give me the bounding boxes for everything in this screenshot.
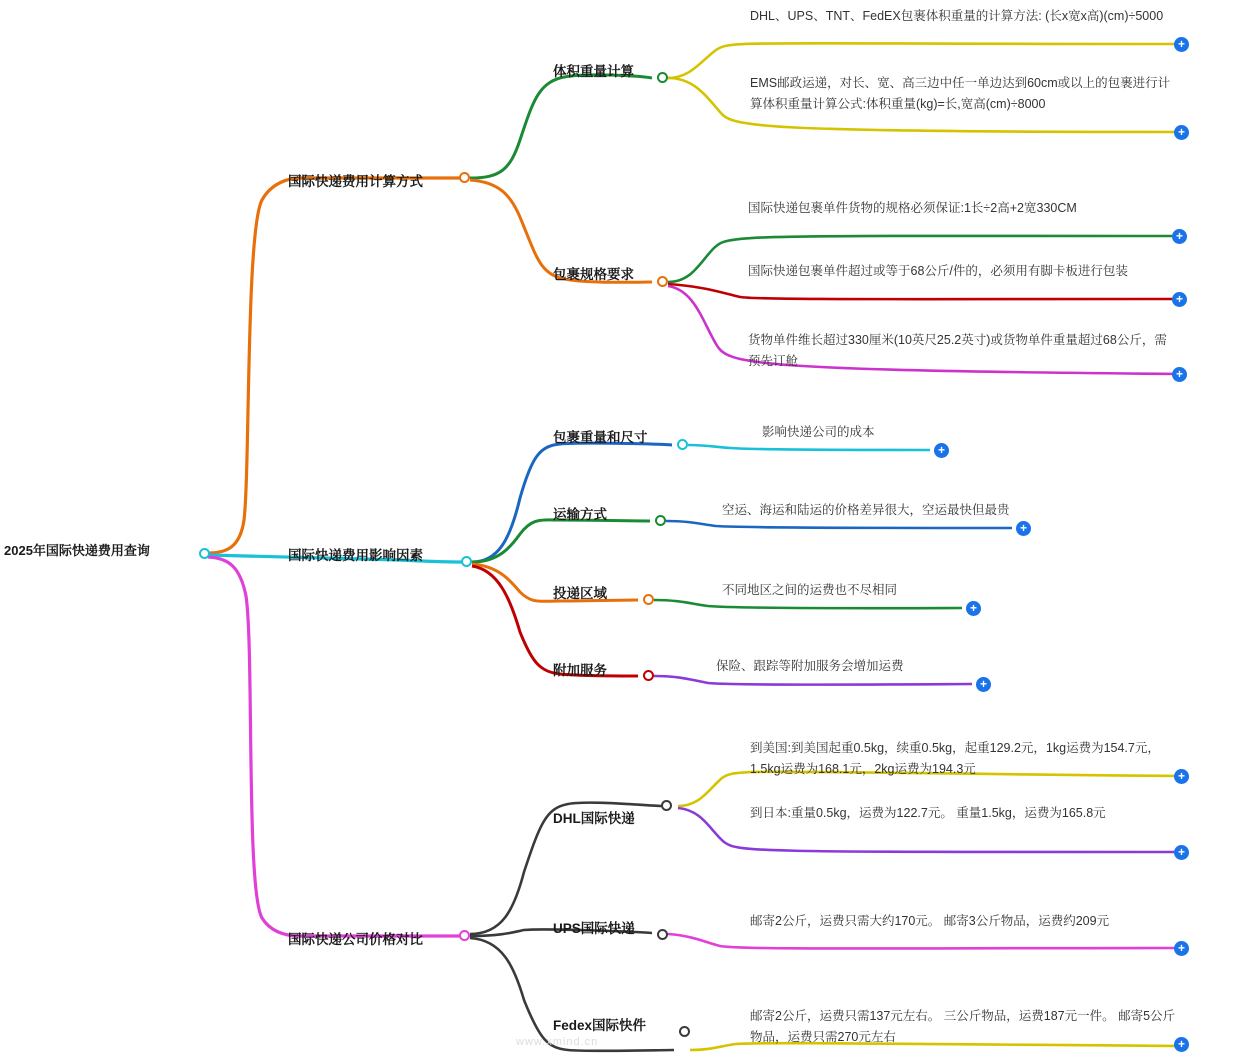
leaf-text-1-1-2[interactable]: EMS邮政运递，对长、宽、高三边中任一单边达到60cm或以上的包裹进行计算体积重量计算公式:体积重量(kg)=长,宽高(cm)÷8000 [750, 76, 1171, 111]
branch-handle-3[interactable] [459, 930, 470, 941]
root-node-handle[interactable] [199, 548, 210, 559]
expand-button-1-1-2[interactable]: + [1174, 125, 1189, 140]
leaf-text-2-3-1[interactable]: 不同地区之间的运费也不尽相同 [722, 583, 898, 597]
expand-button-2-4-1[interactable]: + [976, 677, 991, 692]
expand-button-1-2-1[interactable]: + [1172, 229, 1187, 244]
branch-label-3[interactable]: 国际快递公司价格对比 [288, 932, 423, 947]
branch-label-1[interactable]: 国际快递费用计算方式 [288, 174, 423, 189]
sub-handle-3-3[interactable] [679, 1026, 690, 1037]
leaf-text-1-2-3[interactable]: 货物单件维长超过330厘米(10英尺25.2英寸)或货物单件重量超过68公斤，需预先订舱 [748, 333, 1167, 368]
leaf-text-1-2-1[interactable]: 国际快递包裹单件货物的规格必须保证:1长÷2高+2宽330CM [748, 201, 1077, 215]
expand-button-3-1-2[interactable]: + [1174, 845, 1189, 860]
sub-handle-1-1[interactable] [657, 72, 668, 83]
expand-button-2-1-1[interactable]: + [934, 443, 949, 458]
branch-handle-2[interactable] [461, 556, 472, 567]
sub-label-2-3[interactable]: 投递区域 [553, 586, 607, 601]
expand-button-2-2-1[interactable]: + [1016, 521, 1031, 536]
watermark-text: www.xmind.cn [516, 1036, 599, 1048]
sub-handle-2-1[interactable] [677, 439, 688, 450]
leaf-text-3-3-1[interactable]: 邮寄2公斤，运费只需137元左右。 三公斤物品，运费187元一件。 邮寄5公斤物品，运费只需270元左右 [750, 1009, 1176, 1044]
sub-label-3-2[interactable]: UPS国际快递 [553, 921, 635, 936]
root-node-label[interactable]: 2025年国际快递费用查询 [4, 543, 150, 558]
sub-label-3-1[interactable]: DHL国际快递 [553, 811, 635, 826]
expand-button-3-1-1[interactable]: + [1174, 769, 1189, 784]
sub-handle-3-1[interactable] [661, 800, 672, 811]
expand-button-1-2-3[interactable]: + [1172, 367, 1187, 382]
branch-label-2[interactable]: 国际快递费用影响因素 [288, 548, 423, 563]
sub-handle-2-3[interactable] [643, 594, 654, 605]
sub-label-2-2[interactable]: 运输方式 [553, 507, 607, 522]
sub-handle-3-2[interactable] [657, 929, 668, 940]
expand-button-1-2-2[interactable]: + [1172, 292, 1187, 307]
leaf-text-1-1-1[interactable]: DHL、UPS、TNT、FedEX包裹体积重量的计算方法: (长x宽x高)(cm)÷5000 [750, 9, 1164, 23]
leaf-text-2-2-1[interactable]: 空运、海运和陆运的价格差异很大，空运最快但最贵 [722, 503, 1010, 517]
leaf-text-2-4-1[interactable]: 保险、跟踪等附加服务会增加运费 [716, 659, 904, 673]
expand-button-1-1-1[interactable]: + [1174, 37, 1189, 52]
expand-button-3-3-1[interactable]: + [1174, 1037, 1189, 1052]
sub-handle-2-2[interactable] [655, 515, 666, 526]
branch-handle-1[interactable] [459, 172, 470, 183]
leaf-text-2-1-1[interactable]: 影响快递公司的成本 [762, 425, 875, 439]
leaf-text-3-2-1[interactable]: 邮寄2公斤，运费只需大约170元。 邮寄3公斤物品，运费约209元 [750, 914, 1110, 928]
sub-label-1-2[interactable]: 包裹规格要求 [553, 267, 634, 282]
expand-button-3-2-1[interactable]: + [1174, 941, 1189, 956]
sub-handle-1-2[interactable] [657, 276, 668, 287]
sub-label-2-4[interactable]: 附加服务 [553, 663, 607, 678]
leaf-text-3-1-1[interactable]: 到美国:到美国起重0.5kg，续重0.5kg，起重129.2元，1kg运费为154.7元，1.5kg运费为168.1元，2kg运费为194.3元 [750, 741, 1160, 776]
sub-handle-2-4[interactable] [643, 670, 654, 681]
sub-label-3-3[interactable]: Fedex国际快件 [553, 1018, 647, 1033]
sub-label-1-1[interactable]: 体积重量计算 [553, 64, 634, 79]
sub-label-2-1[interactable]: 包裹重量和尺寸 [553, 430, 648, 445]
expand-button-2-3-1[interactable]: + [966, 601, 981, 616]
leaf-text-1-2-2[interactable]: 国际快递包裹单件超过或等于68公斤/件的，必须用有脚卡板进行包装 [748, 264, 1128, 278]
leaf-text-3-1-2[interactable]: 到日本:重量0.5kg，运费为122.7元。 重量1.5kg，运费为165.8元 [750, 806, 1106, 820]
